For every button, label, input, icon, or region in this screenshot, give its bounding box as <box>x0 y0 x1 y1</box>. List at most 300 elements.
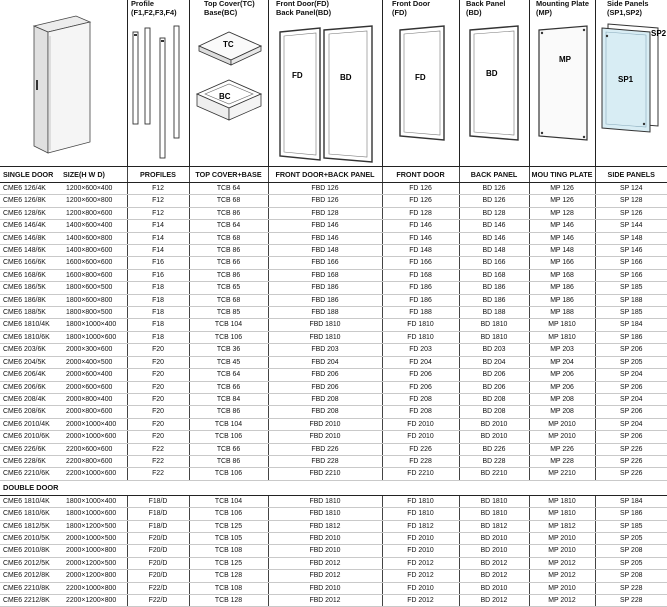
table-cell: F22 <box>127 468 189 480</box>
table-cell: BD 206 <box>459 369 529 381</box>
table-cell: 2000×600×600 <box>60 381 127 393</box>
table-cell: FBD 208 <box>268 393 382 405</box>
table-cell: FD 146 <box>382 232 459 244</box>
table-cell: 2000×800×600 <box>60 406 127 418</box>
table-cell: F18 <box>127 307 189 319</box>
table-cell: MP 128 <box>529 207 595 219</box>
table-cell: SP 186 <box>595 331 667 343</box>
table-cell: FD 206 <box>382 381 459 393</box>
table-cell: FBD 126 <box>268 183 382 195</box>
table-cell: CME6 208/4K <box>0 393 60 405</box>
table-cell: FBD 1810 <box>268 508 382 520</box>
table-cell: CME6 2210/8K <box>0 582 60 594</box>
table-cell: BD 208 <box>459 393 529 405</box>
table-cell: FD 208 <box>382 406 459 418</box>
table-cell: CME6 226/6K <box>0 443 60 455</box>
table-row <box>0 344 667 356</box>
table-cell: BD 2010 <box>459 532 529 544</box>
table-cell: FD 146 <box>382 220 459 232</box>
table-cell: FD 1810 <box>382 508 459 520</box>
table-cell: 2200×1200×800 <box>60 595 127 607</box>
table-cell: BD 2010 <box>459 582 529 594</box>
table-cell: SP 226 <box>595 443 667 455</box>
table-cell: FBD 186 <box>268 282 382 294</box>
table-row <box>0 520 667 532</box>
table-cell: F18 <box>127 282 189 294</box>
cabinet-illustration <box>26 8 98 158</box>
table-cell: MP 226 <box>529 443 595 455</box>
table-row <box>0 406 667 418</box>
table-cell: MP 1810 <box>529 319 595 331</box>
table-cell: F22 <box>127 455 189 467</box>
header-divider <box>529 0 530 166</box>
table-cell: SP 208 <box>595 570 667 582</box>
table-cell: FD 206 <box>382 369 459 381</box>
table-cell: TCB 64 <box>189 220 268 232</box>
table-cell: MP 2012 <box>529 557 595 569</box>
table-cell: FBD 126 <box>268 195 382 207</box>
table-cell: 2200×800×600 <box>60 455 127 467</box>
table-cell: SP 204 <box>595 393 667 405</box>
table-cell: F22/D <box>127 582 189 594</box>
table-cell: CME6 2012/5K <box>0 557 60 569</box>
table-row <box>0 307 667 319</box>
table-cell: BD 126 <box>459 183 529 195</box>
table-cell: F20 <box>127 356 189 368</box>
front-door-illustration <box>394 24 454 144</box>
table-cell: F20/D <box>127 545 189 557</box>
tc-label: TC <box>223 40 234 49</box>
table-cell: BD 2010 <box>459 431 529 443</box>
table-cell: MP 1810 <box>529 508 595 520</box>
table-row <box>0 545 667 557</box>
table-cell: 1600×600×600 <box>60 257 127 269</box>
table-cell: FBD 128 <box>268 207 382 219</box>
side-panels-title: Side Panels (SP1,SP2) <box>607 0 649 17</box>
table-cell: F18 <box>127 331 189 343</box>
table-cell: MP 208 <box>529 393 595 405</box>
table-cell: FD 2010 <box>382 431 459 443</box>
table-cell: FD 2012 <box>382 595 459 607</box>
table-cell: CME6 206/6K <box>0 381 60 393</box>
table-cell: TCB 128 <box>189 570 268 582</box>
table-cell: BD 188 <box>459 307 529 319</box>
table-cell: TCB 68 <box>189 232 268 244</box>
table-cell: FBD 2210 <box>268 468 382 480</box>
table-cell: MP 208 <box>529 406 595 418</box>
table-cell: F16 <box>127 269 189 281</box>
table-row <box>0 431 667 443</box>
table-cell: TCB 66 <box>189 257 268 269</box>
table-cell: F12 <box>127 207 189 219</box>
table-row <box>0 393 667 405</box>
table-cell: SP 188 <box>595 294 667 306</box>
table-cell: FD 126 <box>382 183 459 195</box>
table-cell: FD 1810 <box>382 319 459 331</box>
column-header: BACK PANEL <box>459 167 529 183</box>
table-cell: BD 186 <box>459 294 529 306</box>
table-cell: TCB 104 <box>189 495 268 507</box>
table-cell: MP 2210 <box>529 468 595 480</box>
mounting-plate-title: Mounting Plate (MP) <box>536 0 589 17</box>
bd-label-2: BD <box>486 69 498 78</box>
table-cell: CME6 186/5K <box>0 282 60 294</box>
table-cell: F20/D <box>127 532 189 544</box>
table-cell: FBD 168 <box>268 269 382 281</box>
mounting-plate-illustration <box>533 24 593 144</box>
table-cell: TCB 66 <box>189 443 268 455</box>
table-cell: TCB 106 <box>189 508 268 520</box>
table-cell: TCB 104 <box>189 319 268 331</box>
table-cell: FBD 146 <box>268 220 382 232</box>
table-cell: MP 1810 <box>529 331 595 343</box>
table-cell: TCB 64 <box>189 369 268 381</box>
table-cell: F18 <box>127 319 189 331</box>
table-cell: FBD 203 <box>268 344 382 356</box>
table-cell: TCB 86 <box>189 406 268 418</box>
table-cell: TCB 45 <box>189 356 268 368</box>
table-cell: TCB 36 <box>189 344 268 356</box>
table-cell: F14 <box>127 245 189 257</box>
fd-label: FD <box>292 71 303 80</box>
table-cell: SP 184 <box>595 319 667 331</box>
table-cell: BD 226 <box>459 443 529 455</box>
table-cell: SP 126 <box>595 207 667 219</box>
table-cell: FD 1810 <box>382 331 459 343</box>
top-cover-title: Top Cover(TC) Base(BC) <box>204 0 255 17</box>
column-header: FRONT DOOR <box>382 167 459 183</box>
table-cell: 2000×1200×800 <box>60 570 127 582</box>
table-cell: SP 204 <box>595 369 667 381</box>
table-cell: FD 2210 <box>382 468 459 480</box>
table-cell: 1200×800×600 <box>60 207 127 219</box>
table-cell: 1800×600×500 <box>60 282 127 294</box>
table-cell: SP 208 <box>595 545 667 557</box>
table-cell: SP 206 <box>595 406 667 418</box>
sp1-label: SP1 <box>618 75 634 84</box>
table-cell: CME6 2010/8K <box>0 545 60 557</box>
table-cell: FD 203 <box>382 344 459 356</box>
table-cell: CME6 1810/4K <box>0 495 60 507</box>
table-cell: 1400×600×800 <box>60 232 127 244</box>
table-cell: F20 <box>127 431 189 443</box>
table-cell: F12 <box>127 195 189 207</box>
table-cell: 1800×1000×400 <box>60 319 127 331</box>
table-row <box>0 369 667 381</box>
table-cell: MP 148 <box>529 245 595 257</box>
header-divider <box>127 0 128 166</box>
table-cell: CME6 2010/4K <box>0 418 60 430</box>
table-cell: 1200×600×400 <box>60 183 127 195</box>
table-cell: TCB 125 <box>189 557 268 569</box>
table-cell: 2000×300×600 <box>60 344 127 356</box>
table-cell: BD 1810 <box>459 319 529 331</box>
table-cell: FBD 206 <box>268 369 382 381</box>
table-cell: CME6 208/6K <box>0 406 60 418</box>
header-divider <box>189 0 190 166</box>
table-row <box>0 455 667 467</box>
table-cell: BD 2012 <box>459 557 529 569</box>
table-cell: MP 206 <box>529 381 595 393</box>
table-cell: MP 203 <box>529 344 595 356</box>
table-cell: FD 1812 <box>382 520 459 532</box>
table-cell: BD 2210 <box>459 468 529 480</box>
table-cell: FBD 1810 <box>268 331 382 343</box>
table-cell: FBD 146 <box>268 232 382 244</box>
table-cell: FD 2010 <box>382 582 459 594</box>
table-cell: TCB 85 <box>189 307 268 319</box>
table-cell: MP 1812 <box>529 520 595 532</box>
bd-label: BD <box>340 73 352 82</box>
table-row <box>0 319 667 331</box>
table-cell: SP 146 <box>595 245 667 257</box>
table-cell: SP 226 <box>595 455 667 467</box>
table-cell: 1400×600×400 <box>60 220 127 232</box>
back-panel-title: Back Panel (BD) <box>466 0 506 17</box>
table-cell: SP 128 <box>595 195 667 207</box>
table-cell: SP 205 <box>595 557 667 569</box>
table-cell: FBD 186 <box>268 294 382 306</box>
table-cell: CME6 228/6K <box>0 455 60 467</box>
table-cell: SP 166 <box>595 257 667 269</box>
table-row <box>0 418 667 430</box>
table-cell: FD 128 <box>382 207 459 219</box>
table-row <box>0 245 667 257</box>
table-cell: MP 126 <box>529 195 595 207</box>
table-cell: 2000×1000×600 <box>60 431 127 443</box>
front-door-title: Front Door (FD) <box>392 0 431 17</box>
table-cell: TCB 65 <box>189 282 268 294</box>
table-cell: MP 2010 <box>529 532 595 544</box>
table-cell: TCB 106 <box>189 331 268 343</box>
table-cell: FBD 1810 <box>268 319 382 331</box>
table-cell: CME6 148/6K <box>0 245 60 257</box>
column-header: SINGLE DOOR <box>0 167 60 183</box>
fd-bd-illustration <box>272 24 380 166</box>
fd-bd-title: Front Door(FD) Back Panel(BD) <box>276 0 332 17</box>
table-row <box>0 269 667 281</box>
table-cell: MP 228 <box>529 455 595 467</box>
table-cell: CME6 1810/6K <box>0 508 60 520</box>
table-cell: FBD 2012 <box>268 595 382 607</box>
table-cell: MP 2012 <box>529 595 595 607</box>
table-cell: 2000×400×500 <box>60 356 127 368</box>
table-row <box>0 220 667 232</box>
table-cell: SP 228 <box>595 595 667 607</box>
table-cell: BD 2010 <box>459 545 529 557</box>
column-header: SIDE PANELS <box>595 167 667 183</box>
table-cell: TCB 105 <box>189 532 268 544</box>
table-cell: BD 1812 <box>459 520 529 532</box>
table-cell: MP 204 <box>529 356 595 368</box>
table-cell: SP 206 <box>595 344 667 356</box>
table-cell: CME6 128/6K <box>0 207 60 219</box>
table-cell: F20 <box>127 393 189 405</box>
table-cell: TCB 68 <box>189 195 268 207</box>
table-cell: FBD 2012 <box>268 570 382 582</box>
table-cell: SP 226 <box>595 468 667 480</box>
table-cell: F14 <box>127 220 189 232</box>
table-cell: FD 188 <box>382 307 459 319</box>
header-divider <box>459 0 460 166</box>
back-panel-illustration <box>464 24 526 144</box>
table-cell: SP 206 <box>595 431 667 443</box>
table-cell: FD 226 <box>382 443 459 455</box>
table-cell: BD 128 <box>459 207 529 219</box>
table-cell: SP 185 <box>595 307 667 319</box>
table-cell: FD 166 <box>382 257 459 269</box>
table-row <box>0 207 667 219</box>
table-cell: SP 205 <box>595 356 667 368</box>
table-cell: F20 <box>127 406 189 418</box>
double-door-body <box>0 495 667 607</box>
table-row <box>0 331 667 343</box>
column-header: MOU TING PLATE <box>529 167 595 183</box>
table-row <box>0 356 667 368</box>
table-cell: CME6 126/4K <box>0 183 60 195</box>
table-cell: MP 186 <box>529 282 595 294</box>
table-cell: TCB 64 <box>189 183 268 195</box>
table-cell: BD 206 <box>459 381 529 393</box>
table-cell: F18/D <box>127 508 189 520</box>
table-cell: MP 146 <box>529 220 595 232</box>
table-cell: BD 186 <box>459 282 529 294</box>
illustration-header <box>0 0 667 166</box>
table-cell: 1800×1000×400 <box>60 495 127 507</box>
table-cell: FBD 1810 <box>268 495 382 507</box>
table-cell: FBD 2010 <box>268 532 382 544</box>
table-cell: BD 1810 <box>459 331 529 343</box>
table-cell: MP 206 <box>529 369 595 381</box>
table-cell: CME6 203/6K <box>0 344 60 356</box>
table-cell: F20/D <box>127 570 189 582</box>
table-cell: SP 144 <box>595 220 667 232</box>
table-row <box>0 557 667 569</box>
header-divider <box>268 0 269 166</box>
table-cell: BD 148 <box>459 245 529 257</box>
table-cell: TCB 86 <box>189 455 268 467</box>
table-cell: MP 166 <box>529 257 595 269</box>
table-cell: 2000×1000×500 <box>60 532 127 544</box>
table-cell: F18/D <box>127 520 189 532</box>
table-cell: TCB 68 <box>189 294 268 306</box>
table-cell: F14 <box>127 232 189 244</box>
table-cell: FD 186 <box>382 282 459 294</box>
table-cell: FD 148 <box>382 245 459 257</box>
table-row <box>0 443 667 455</box>
table-cell: FD 204 <box>382 356 459 368</box>
table-row <box>0 508 667 520</box>
table-cell: FD 186 <box>382 294 459 306</box>
profile-title: Profile (F1,F2,F3,F4) <box>131 0 177 17</box>
header-divider <box>382 0 383 166</box>
table-cell: CME6 204/5K <box>0 356 60 368</box>
table-cell: SP 184 <box>595 495 667 507</box>
table-cell: CME6 206/4K <box>0 369 60 381</box>
table-cell: TCB 86 <box>189 269 268 281</box>
table-cell: 2000×600×400 <box>60 369 127 381</box>
table-cell: F18/D <box>127 495 189 507</box>
table-cell: 2000×1000×800 <box>60 545 127 557</box>
table-cell: BD 146 <box>459 232 529 244</box>
table-cell: FD 1810 <box>382 495 459 507</box>
bc-label: BC <box>219 92 231 101</box>
table-cell: 2000×1000×400 <box>60 418 127 430</box>
table-cell: F12 <box>127 183 189 195</box>
table-cell: FBD 148 <box>268 245 382 257</box>
table-cell: BD 204 <box>459 356 529 368</box>
table-cell: FBD 1812 <box>268 520 382 532</box>
table-cell: SP 206 <box>595 381 667 393</box>
table-cell: FBD 226 <box>268 443 382 455</box>
table-cell: 2200×1000×600 <box>60 468 127 480</box>
table-cell: SP 205 <box>595 532 667 544</box>
table-cell: TCB 108 <box>189 545 268 557</box>
table-row <box>0 570 667 582</box>
table-cell: F16 <box>127 257 189 269</box>
table-row <box>0 468 667 480</box>
table-row <box>0 495 667 507</box>
table-header-row <box>0 167 667 183</box>
table-cell: FD 2010 <box>382 532 459 544</box>
table-cell: F20 <box>127 344 189 356</box>
table-cell: 1800×1000×600 <box>60 508 127 520</box>
table-cell: FBD 228 <box>268 455 382 467</box>
table-cell: TCB 106 <box>189 431 268 443</box>
side-panels-illustration <box>598 22 667 136</box>
table-cell: FD 2012 <box>382 557 459 569</box>
table-cell: CME6 2010/6K <box>0 431 60 443</box>
table-cell: 2000×800×400 <box>60 393 127 405</box>
table-cell: MP 146 <box>529 232 595 244</box>
table-cell: CME6 1810/4K <box>0 319 60 331</box>
table-cell: CME6 168/6K <box>0 269 60 281</box>
table-cell: MP 188 <box>529 307 595 319</box>
table-cell: F22/D <box>127 595 189 607</box>
table-row <box>0 282 667 294</box>
table-cell: F20/D <box>127 557 189 569</box>
table-cell: F20 <box>127 418 189 430</box>
table-cell: FBD 2010 <box>268 545 382 557</box>
table-cell: CME6 146/8K <box>0 232 60 244</box>
table-cell: SP 124 <box>595 183 667 195</box>
table-cell: CME6 146/4K <box>0 220 60 232</box>
table-cell: CME6 166/6K <box>0 257 60 269</box>
column-header: SIZE(H W D) <box>60 167 127 183</box>
table-cell: FBD 206 <box>268 381 382 393</box>
table-row <box>0 183 667 195</box>
table-cell: MP 168 <box>529 269 595 281</box>
table-row <box>0 195 667 207</box>
table-cell: SP 186 <box>595 508 667 520</box>
table-cell: FBD 166 <box>268 257 382 269</box>
table-cell: SP 204 <box>595 418 667 430</box>
table-cell: FD 208 <box>382 393 459 405</box>
column-header: TOP COVER+BASE <box>189 167 268 183</box>
product-table <box>0 166 667 607</box>
table-cell: FD 126 <box>382 195 459 207</box>
table-cell: CME6 2212/8K <box>0 595 60 607</box>
mp-label: MP <box>559 55 571 64</box>
sp2-label: SP2 <box>651 29 667 38</box>
table-cell: F22 <box>127 443 189 455</box>
table-cell: TCB 104 <box>189 418 268 430</box>
table-cell: 2000×1200×500 <box>60 557 127 569</box>
table-row <box>0 257 667 269</box>
table-cell: FD 2010 <box>382 418 459 430</box>
table-cell: CME6 1812/5K <box>0 520 60 532</box>
double-door-title: DOUBLE DOOR <box>0 480 667 495</box>
